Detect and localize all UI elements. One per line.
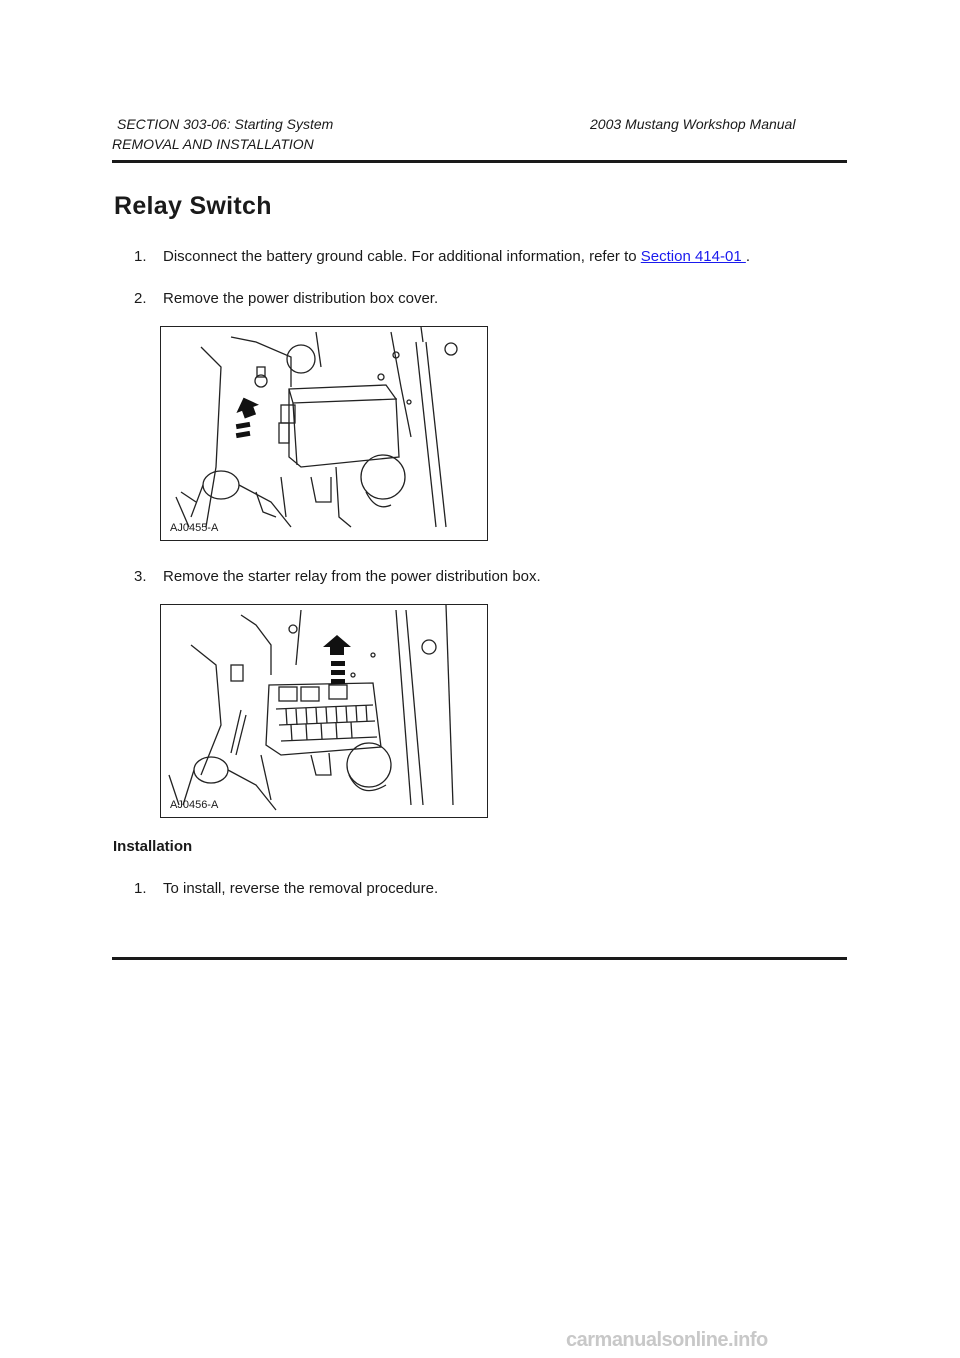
header-rule [112,160,847,163]
step-number: 2. [134,290,147,307]
step-text: To install, reverse the removal procedure. [163,880,439,897]
step-text: Remove the starter relay from the power distribution box. [163,568,541,585]
step-number: 1. [134,880,147,897]
figure-label: AJ0456-A [170,799,219,811]
figure-distribution-box-cover [160,326,488,541]
figure-label: AJ0455-A [170,522,219,534]
watermark: carmanualsonline.info [566,1329,768,1351]
footer-rule [112,957,847,960]
header-subsection: REMOVAL AND INSTALLATION [112,136,314,152]
installation-heading: Installation [113,838,193,855]
figure-illustration [161,605,486,816]
step-text: Remove the power distribution box cover. [163,290,439,307]
page-title: Relay Switch [114,192,272,220]
header-section: SECTION 303-06: Starting System [117,116,334,132]
figure-starter-relay [160,604,488,818]
header-manual-title: 2003 Mustang Workshop Manual [590,116,796,132]
step-number: 3. [134,568,147,585]
step-number: 1. [134,248,147,265]
figure-illustration [161,327,486,539]
section-link[interactable]: Section 414-01 [640,248,746,265]
step-text: Disconnect the battery ground cable. For additional information, refer to [163,248,641,265]
step-text-after: . [745,248,751,265]
